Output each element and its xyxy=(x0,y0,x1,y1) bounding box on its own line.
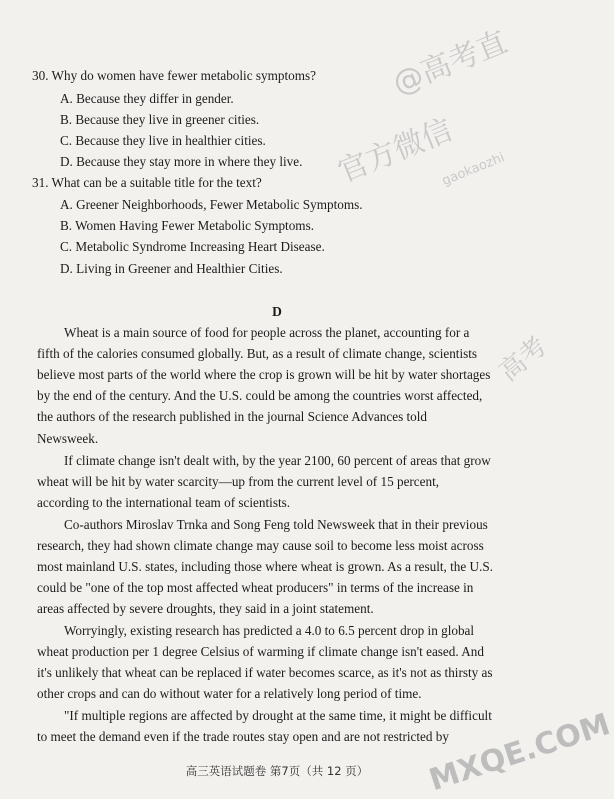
passage-line: the authors of the research published in the journal Science Advances told xyxy=(37,409,428,424)
question-30-option-d: D. Because they stay more in where they live. xyxy=(60,154,303,169)
watermark-side: 高考 xyxy=(493,331,553,388)
passage-line: by the end of the century. And the U.S. could be among the countries worst affected, xyxy=(37,388,483,403)
section-heading: D xyxy=(272,304,282,319)
passage-line: could be "one of the top most affected wheat producers" in terms of the increase in xyxy=(37,580,474,595)
question-31-option-b: B. Women Having Fewer Metabolic Symptoms. xyxy=(60,218,314,233)
question-30-option-b: B. Because they live in greener cities. xyxy=(60,112,260,127)
watermark-logo: @高考直 xyxy=(387,24,513,102)
question-31-option-d: D. Living in Greener and Healthier Cities. xyxy=(60,261,283,276)
watermark-wechat: 官方微信 xyxy=(332,112,458,190)
passage-line: areas affected by severe droughts, they said in a joint statement. xyxy=(37,601,374,616)
passage-line: fifth of the calories consumed globally. But, as a result of climate change, scientists xyxy=(37,346,478,361)
question-30-option-a: A. Because they differ in gender. xyxy=(60,91,234,106)
passage-line: Wheat is a main source of food for people across the planet, accounting for a xyxy=(64,325,470,340)
passage-line: If climate change isn't dealt with, by the year 2100, 60 percent of areas that grow xyxy=(64,453,491,468)
passage-line: Co-authors Miroslav Trnka and Song Feng told Newsweek that in their previous xyxy=(64,517,488,532)
passage-line: wheat will be hit by water scarcity—up from the current level of 15 percent, xyxy=(37,474,440,489)
passage-line: believe most parts of the world where the crop is grown will be hit by water shortages xyxy=(37,367,491,382)
question-31-option-a: A. Greener Neighborhoods, Fewer Metabolic Symptoms. xyxy=(60,197,363,212)
passage-line: to meet the demand even if the trade routes stay open and are not restricted by xyxy=(37,729,449,744)
question-30-stem: 30. Why do women have fewer metabolic symptoms? xyxy=(32,68,316,83)
passage-line: research, they had shown climate change may cause soil to become less moist across xyxy=(37,538,484,553)
passage-line: Newsweek. xyxy=(37,431,99,446)
question-30-option-c: C. Because they live in healthier cities. xyxy=(60,133,266,148)
question-31-option-c: C. Metabolic Syndrome Increasing Heart Disease. xyxy=(60,239,325,254)
passage-line: "If multiple regions are affected by drought at the same time, it might be difficult xyxy=(64,708,492,723)
passage-line: wheat production per 1 degree Celsius of warming if climate change isn't eased. And xyxy=(37,644,484,659)
watermark-url: gaokaozhi xyxy=(440,150,507,189)
question-31-stem: 31. What can be a suitable title for the text? xyxy=(32,175,262,190)
passage-line: Worryingly, existing research has predicted a 4.0 to 6.5 percent drop in global xyxy=(64,623,475,638)
passage-line: it's unlikely that wheat can be replaced if water becomes scarce, as it's not as thirsty as xyxy=(37,665,493,680)
passage-line: other crops and can do without water for a relatively long period of time. xyxy=(37,686,422,701)
watermark-site: MXQE.COM xyxy=(425,706,614,799)
page-footer: 高三英语试题卷 第7页（共 12 页） xyxy=(185,764,369,778)
passage-line: most mainland U.S. states, including those where wheat is grown. As a result, the U.S. xyxy=(37,559,494,574)
passage-line: according to the international team of scientists. xyxy=(37,495,291,510)
